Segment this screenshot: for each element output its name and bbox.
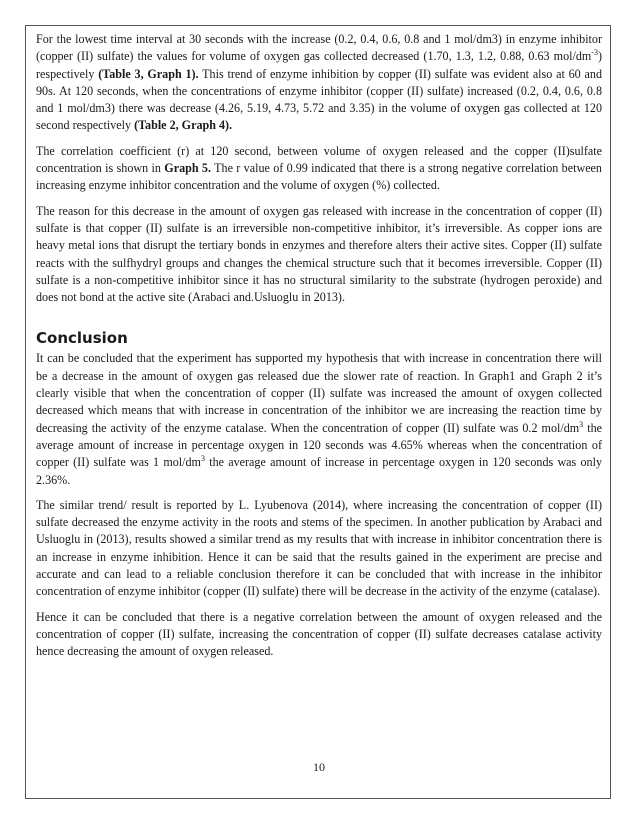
superscript: 3 [579, 419, 584, 429]
page-number: 10 [313, 760, 325, 774]
text-run: This trend of enzyme inhibition by copper (II) sulfate was evident also at 60 and 90s. At 120 seconds, when the concentrations of enzyme inhibitor (copper (II) sulfate) increased (0.2, 0.4, 0.6, 0.8 and 1 mol/dm3) there was decrease (4.26, 5.19, 4.73, 5.72 and 3.35) in the volume of oxygen gas collected at 120 second respectively [36, 66, 602, 133]
text-run: It can be concluded that the experiment has supported my hypothesis that with increase in concentration there will be a decrease in the amount of oxygen gas released due the slower rate of reaction. In Graph1 and Graph 2 it’s clearly visible that when the concentration of copper (II) sulfate was increased the amount of oxygen collected decreased which means that with increase in concentration of the inhibitor we are increasing the reaction time by decreasing the activity of the enzyme catalase. When the concentration of copper (II) sulfate was 0.2 mol/dm [36, 351, 602, 435]
text-run: ) respectively [36, 49, 602, 81]
table-graph-reference: (Table 2, Graph 4). [134, 118, 233, 133]
superscript: 3 [200, 454, 205, 464]
conclusion-paragraph-1 [36, 350, 602, 488]
table-graph-reference: (Table 3, Graph 1). [98, 66, 199, 81]
conclusion-paragraph-2: The similar trend/ result is reported by L. Lyubenova (2014), where increasing the concentration of copper (II) sulfate decreased the enzyme activity in the roots and stems of the specimen. In another publication by Arabaci and Usluoglu in (2013), results showed a similar trend as my results that with increase in inhibitor concentration there is an increase in enzyme inhibition. Hence it can be said that the results gained in the experiment are precise and accurate and can lead to a reliable conclusion therefore it can be concluded that with increase in the inhibitor concentration of enzyme inhibitor (copper (II) sulfate) there will be decrease in the activity of the enzyme (catalase). [36, 497, 602, 599]
text-run: The r value of 0.99 indicated that there is a strong negative correlation between increasing enzyme inhibitor concentration and the volume of oxygen (%) collected. [36, 161, 602, 193]
superscript: -3 [591, 48, 598, 58]
graph-reference: Graph 5. [164, 161, 211, 176]
text-run: The correlation coefficient (r) at 120 second, between volume of oxygen released and the copper (II)sulfate concentration is shown in [36, 143, 602, 176]
conclusion-heading: Conclusion [36, 329, 128, 348]
text-run: the average amount of increase in percentage oxygen in 120 seconds was only 2.36%. [36, 455, 603, 487]
text-run: the average amount of increase in percentage oxygen in 120 seconds was 4.65% whereas when the concentration of copper (II) sulfate was 1 mol/dm [36, 420, 602, 470]
page-content [36, 31, 602, 669]
text-run: For the lowest time interval at 30 seconds with the increase (0.2, 0.4, 0.6, 0.8 and 1 mol/dm3) in enzyme inhibitor (copper (II) sulfate) the values for volume of oxygen gas collected decreased (1.70, 1.3, 1.2, 0.88, 0.63 mol/dm [36, 32, 602, 64]
results-paragraph-2 [36, 143, 602, 195]
conclusion-paragraph-3: Hence it can be concluded that there is a negative correlation between the amount of oxygen released and the concentration of copper (II) sulfate, increasing the concentration of copper (II) sulfate decreases catalase activity hence decreasing the amount of oxygen released. [36, 609, 602, 659]
results-paragraph-1 [36, 31, 602, 135]
results-paragraph-3: The reason for this decrease in the amount of oxygen gas released with increase in the concentration of copper (II) sulfate is that copper (II) sulfate is an irreversible non-competitive inhibitor, it’s irreversible. As copper ions are heavy metal ions that disrupt the tertiary bonds in enzymes and therefore alters their active sites. Copper (II) sulfate reacts with the sulfhydryl groups and changes the chemical structure such that it becomes irreversible. Copper (II) sulfate is a non-competitive inhibitor since it has no structural similarity to the substrate (hydrogen peroxide) and does not bond at the active site (Arabaci and.Usluoglu in 2013). [36, 203, 602, 305]
